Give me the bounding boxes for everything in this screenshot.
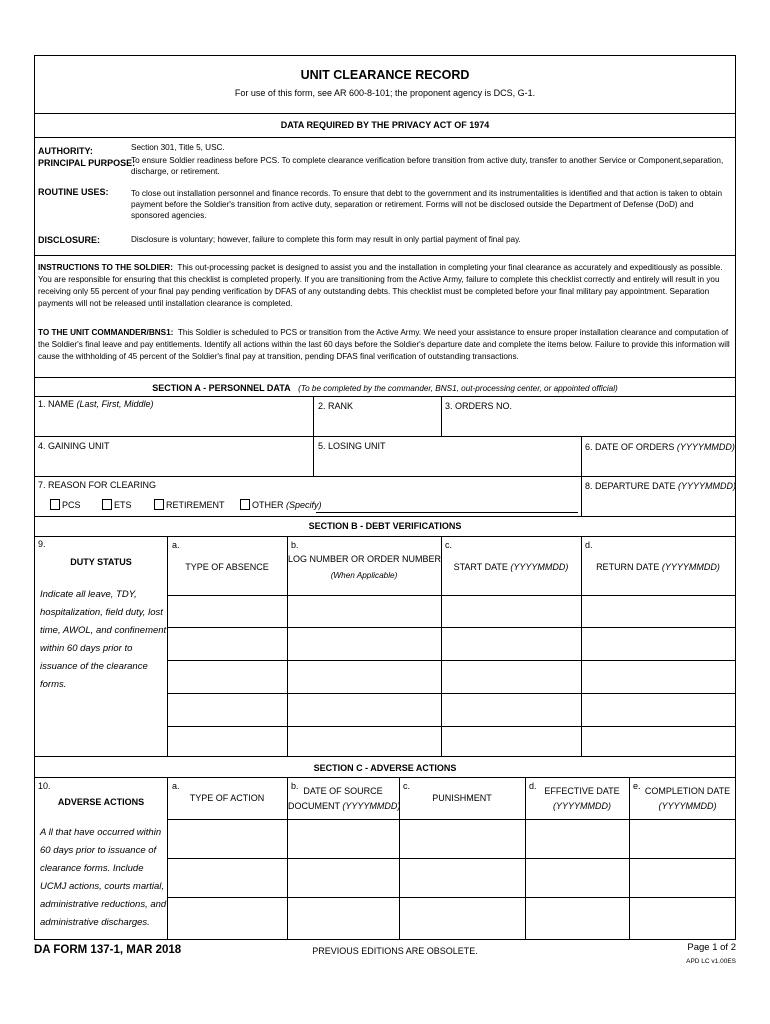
punishment-header: PUNISHMENT xyxy=(432,793,492,803)
note-line: clearance forms. Include xyxy=(40,863,144,874)
reason-label: 7. REASON FOR CLEARING xyxy=(38,480,157,490)
start-date-hint: (YYYYMMDD) xyxy=(510,562,569,572)
losing-unit-field[interactable] xyxy=(315,452,579,474)
name-field[interactable] xyxy=(36,410,312,434)
table-row[interactable] xyxy=(168,661,734,692)
retirement-checkbox[interactable] xyxy=(154,499,164,510)
ets-option[interactable] xyxy=(102,499,132,511)
divider xyxy=(35,436,735,437)
item-9-number: 9. xyxy=(38,539,46,549)
divider xyxy=(35,756,735,757)
note-line: A ll that have occurred within xyxy=(40,827,162,838)
return-date-text: RETURN DATE xyxy=(596,562,660,572)
commander-text: cause the withholding of 45 percent of the Soldier's final pay at transition, pending DFAS final verification of outstanding transactions. xyxy=(38,352,519,361)
divider xyxy=(441,396,442,436)
commander-instructions xyxy=(38,328,728,338)
col-b-letter: b. xyxy=(291,781,299,791)
duty-status-note xyxy=(40,586,166,694)
name-label-text: 1. NAME xyxy=(38,399,75,409)
divider xyxy=(35,476,735,477)
form-subtitle: For use of this form, see AR 600-8-101; the proponent agency is DCS, G-1. xyxy=(234,88,536,98)
completion-date-hint: (YYYYMMDD) xyxy=(658,801,717,811)
col-e-letter: e. xyxy=(633,781,641,791)
table-row[interactable] xyxy=(168,727,734,755)
ets-checkbox[interactable] xyxy=(102,499,112,510)
date-source-hint: (YYYYMMDD) xyxy=(342,801,401,811)
name-label xyxy=(38,399,154,410)
table-row[interactable] xyxy=(168,596,734,626)
soldier-label: INSTRUCTIONS TO THE SOLDIER: xyxy=(38,263,173,272)
note-line: 60 days prior to issuance of xyxy=(40,845,157,856)
gaining-unit-label: 4. GAINING UNIT xyxy=(38,441,110,451)
return-date-header xyxy=(582,562,734,573)
date-of-orders-label xyxy=(585,442,735,453)
col-a-letter: a. xyxy=(172,781,180,791)
soldier-text: payments will not be released until installation clearance is completed. xyxy=(38,299,293,308)
section-a-note: (To be completed by the commander, BNS1, out-processing center, or appointed official) xyxy=(298,384,618,393)
page-number: Page 1 of 2 xyxy=(687,942,736,953)
other-hint: (Specify) xyxy=(286,500,322,510)
other-label: OTHER xyxy=(252,500,284,510)
completion-date-header: COMPLETION DATE xyxy=(644,786,731,796)
authority-text: Section 301, Title 5, USC. xyxy=(131,143,225,152)
form-id: DA FORM 137-1, MAR 2018 xyxy=(34,944,182,956)
other-checkbox[interactable] xyxy=(240,499,250,510)
routine-text: payment before the Soldier's transition from active duty, separation or retirement. Forms will not be disclosed outside the Department of Defense (DoD) and xyxy=(131,200,694,209)
divider xyxy=(35,377,735,378)
routine-text: sponsored agencies. xyxy=(131,211,207,220)
pcs-checkbox[interactable] xyxy=(50,499,60,510)
note-line: Indicate all leave, TDY, xyxy=(40,589,137,600)
routine-label: ROUTINE USES: xyxy=(38,187,109,197)
note-line: within 60 days prior to xyxy=(40,643,133,654)
rank-label: 2. RANK xyxy=(318,401,354,411)
section-b-title: SECTION B - DEBT VERIFICATIONS xyxy=(308,521,462,531)
date-source-doc: DOCUMENT xyxy=(288,801,340,811)
table-row[interactable] xyxy=(168,859,734,896)
departure-date-field[interactable] xyxy=(583,493,733,515)
divider xyxy=(313,436,314,476)
obsolete-notice: PREVIOUS EDITIONS ARE OBSOLETE. xyxy=(312,946,478,956)
commander-text: This Soldier is scheduled to PCS or transition from the Active Army. We need your assistance to ensure proper installation clearance and computation of xyxy=(177,328,729,337)
pcs-label: PCS xyxy=(62,500,81,510)
note-line: forms. xyxy=(40,679,67,690)
purpose-text: To ensure Soldier readiness before PCS. To complete clearance verification before transition from active duty, transfer to another Service or Component,separation, xyxy=(131,156,724,165)
return-date-hint: (YYYYMMDD) xyxy=(661,562,720,572)
table-row[interactable] xyxy=(168,694,734,725)
effective-date-header: EFFECTIVE DATE xyxy=(544,786,620,796)
type-of-action-header: TYPE OF ACTION xyxy=(189,793,265,803)
table-row[interactable] xyxy=(168,898,734,938)
date-source-header: DATE OF SOURCE xyxy=(303,786,383,796)
date-of-orders-hint: (YYYYMMDD) xyxy=(676,442,735,452)
purpose-text: discharge, or retirement. xyxy=(131,167,220,176)
col-d-letter: d. xyxy=(529,781,537,791)
divider xyxy=(35,777,735,778)
divider xyxy=(35,113,735,114)
losing-unit-label: 5. LOSING UNIT xyxy=(318,441,386,451)
gaining-unit-field[interactable] xyxy=(36,452,312,474)
divider xyxy=(35,516,735,517)
note-line: time, AWOL, and confinement xyxy=(40,625,167,636)
date-of-orders-text: 6. DATE OF ORDERS xyxy=(585,442,675,452)
note-line: issuance of the clearance xyxy=(40,661,148,672)
ets-label: ETS xyxy=(114,500,132,510)
orders-label: 3. ORDERS NO. xyxy=(445,401,513,411)
log-number-header: LOG NUMBER OR ORDER NUMBER xyxy=(288,554,442,564)
orders-field[interactable] xyxy=(443,412,733,434)
section-c-title: SECTION C - ADVERSE ACTIONS xyxy=(313,763,457,773)
effective-date-hint: (YYYYMMDD) xyxy=(553,801,611,811)
note-line: hospitalization, field duty, lost xyxy=(40,607,163,618)
note-line: UCMJ actions, courts martial, xyxy=(40,881,165,892)
purpose-label: PRINCIPAL PURPOSE: xyxy=(38,158,136,168)
date-of-orders-field[interactable] xyxy=(583,454,733,474)
divider xyxy=(313,396,314,436)
col-d-letter: d. xyxy=(585,540,593,550)
routine-text: To close out installation personnel and finance records. To ensure that debt to the government and its instrumentalities is identified and that action is taken to obtain xyxy=(131,189,723,198)
other-option[interactable] xyxy=(240,499,322,511)
table-row[interactable] xyxy=(168,628,734,659)
commander-label: TO THE UNIT COMMANDER/BNS1: xyxy=(38,328,174,337)
departure-hint: (YYYYMMDD) xyxy=(678,481,737,491)
note-line: administrative discharges. xyxy=(40,917,150,928)
soldier-instructions xyxy=(38,263,723,273)
date-source-header-2 xyxy=(288,801,401,812)
soldier-text: receiving only 55 percent of your final pay pending verification by DFAS of any outstanding debts. This checklist must be completed before your final military pay appointment. Separation xyxy=(38,287,710,296)
item-10-number: 10. xyxy=(38,781,51,791)
disclosure-text: Disclosure is voluntary; however, failure to complete this form may result in only partial payment of final pay. xyxy=(131,235,521,244)
col-c-letter: c. xyxy=(403,781,411,791)
col-a-letter: a. xyxy=(172,540,180,550)
pcs-option[interactable] xyxy=(50,499,81,511)
soldier-text: This out-processing packet is designed to assist you and the installation in completing your final clearance as accurately and expeditiously as possible. xyxy=(177,263,723,272)
adverse-actions-note xyxy=(40,824,166,932)
col-b-letter: b. xyxy=(291,540,299,550)
col-c-letter: c. xyxy=(445,540,453,550)
divider xyxy=(35,255,735,256)
other-specify-field[interactable] xyxy=(316,512,578,513)
start-date-header xyxy=(442,562,580,573)
type-of-absence-header: TYPE OF ABSENCE xyxy=(185,562,269,572)
section-a-title: SECTION A - PERSONNEL DATA xyxy=(152,383,291,393)
adverse-actions-heading: ADVERSE ACTIONS xyxy=(57,797,145,807)
duty-status-heading: DUTY STATUS xyxy=(70,557,132,567)
section-a-header xyxy=(34,383,736,394)
divider xyxy=(35,536,735,537)
retirement-option[interactable] xyxy=(154,499,225,511)
disclosure-label: DISCLOSURE: xyxy=(38,235,101,245)
soldier-text: You are responsible for ensuring that this checklist is completed properly. If you are transitioning from the Active Army, failure to complete this checklist correctly and entirely will result in you xyxy=(38,275,720,284)
note-line: administrative reductions, and xyxy=(40,899,167,910)
retirement-label: RETIREMENT xyxy=(166,500,225,510)
log-number-hint: (When Applicable) xyxy=(330,571,398,580)
authority-label: AUTHORITY: xyxy=(38,146,93,156)
version-label: APD LC v1.00ES xyxy=(686,958,736,965)
name-hint: (Last, First, Middle) xyxy=(76,399,154,409)
departure-text: 8. DEPARTURE DATE xyxy=(585,481,676,491)
rank-field[interactable] xyxy=(315,412,439,434)
table-row[interactable] xyxy=(168,820,734,857)
divider xyxy=(35,137,735,138)
commander-text: the Soldier's final leave and pay entitlements. Identify all actions within the last 60 days before the Soldier's departure date and complete the items below. Failure to provide this information will xyxy=(38,340,730,349)
form-title: UNIT CLEARANCE RECORD xyxy=(300,68,470,82)
divider xyxy=(35,396,735,397)
departure-label xyxy=(585,481,736,492)
privacy-heading: DATA REQUIRED BY THE PRIVACY ACT OF 1974 xyxy=(280,120,490,130)
start-date-text: START DATE xyxy=(453,562,508,572)
